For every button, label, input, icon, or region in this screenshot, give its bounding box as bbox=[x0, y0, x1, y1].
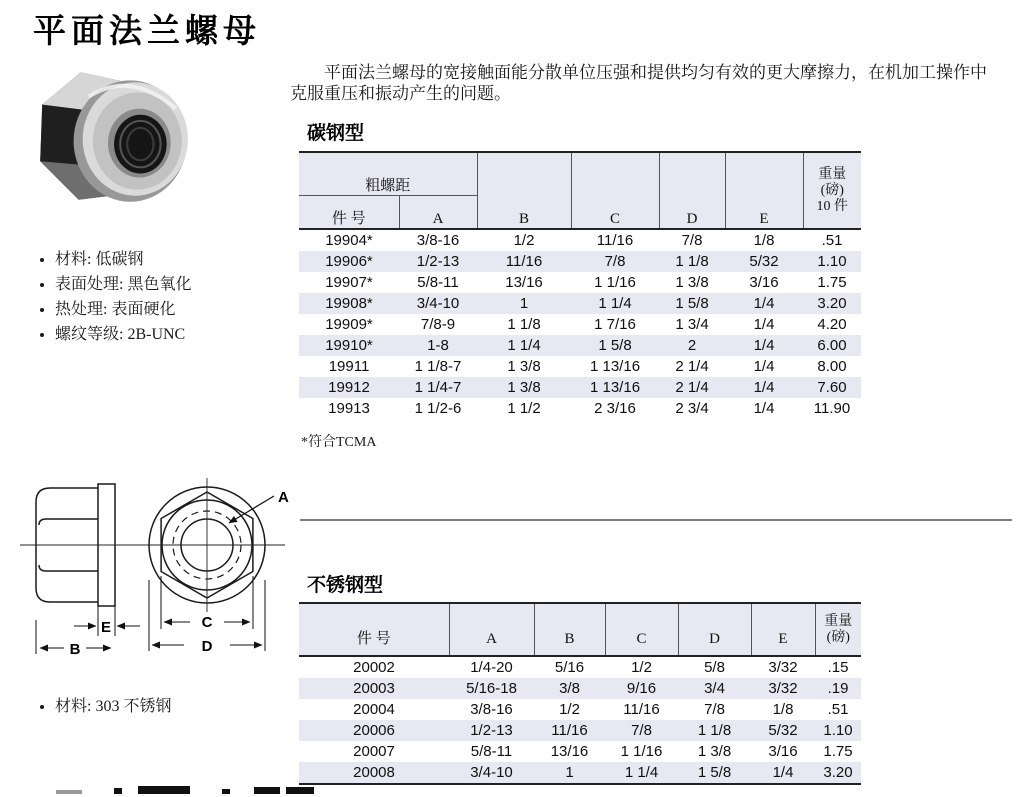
dimension-cell: 3.20 bbox=[815, 762, 861, 784]
part-number-cell: 19911 bbox=[328, 358, 370, 375]
dimension-cell: 5/8-11 bbox=[417, 274, 459, 291]
column-header-weight bbox=[815, 603, 861, 656]
table-row bbox=[299, 251, 861, 272]
dimension-cell: 1 1/8 bbox=[507, 316, 541, 333]
cutoff-heading-fragment-icon bbox=[26, 784, 326, 797]
part-number-cell: 19908* bbox=[325, 295, 373, 312]
dimension-cell: 3/4-10 bbox=[416, 295, 460, 312]
column-header-d: D bbox=[659, 152, 725, 229]
dimension-cell: 11/16 bbox=[596, 232, 634, 249]
column-header-d: D bbox=[678, 603, 751, 656]
dimension-cell: 1/4 bbox=[753, 358, 775, 375]
dim-label-d: D bbox=[201, 638, 213, 655]
dimension-cell: 1/2-13 bbox=[416, 253, 460, 270]
part-number-cell: 20006 bbox=[353, 722, 395, 739]
table-row bbox=[299, 398, 861, 419]
list-item: • 材料: 低碳钢 bbox=[55, 247, 191, 272]
column-header-a: A bbox=[449, 603, 534, 656]
dimension-cell: 3/4-10 bbox=[449, 762, 534, 784]
dimension-cell: .51 bbox=[821, 232, 843, 249]
dimension-cell: 1 1/2 bbox=[507, 400, 541, 417]
intro-paragraph bbox=[290, 62, 1014, 104]
carbon-steel-table-wrap bbox=[299, 151, 861, 419]
dimension-cell: 1/4 bbox=[751, 762, 815, 784]
part-number-cell: 19909* bbox=[325, 316, 373, 333]
dimension-cell: 7/8 bbox=[631, 722, 652, 739]
dimension-cell: 7/8 bbox=[704, 701, 725, 718]
dimension-cell: .19 bbox=[827, 680, 849, 697]
dimension-cell: 8.00 bbox=[817, 358, 847, 375]
list-item: • 热处理: 表面硬化 bbox=[55, 297, 191, 322]
dimension-cell: 5/32 bbox=[749, 253, 779, 270]
table-row bbox=[299, 656, 861, 678]
table-row bbox=[299, 293, 861, 314]
intro-line-2: 克服重压和振动产生的问题。 bbox=[290, 84, 511, 103]
section-heading-carbon: 碳钢型 bbox=[307, 123, 365, 144]
part-number-cell: 19904* bbox=[325, 232, 373, 249]
dimension-cell: 7.60 bbox=[817, 379, 847, 396]
dimension-cell: 11/16 bbox=[623, 701, 660, 718]
carbon-table-body bbox=[299, 229, 861, 419]
dimension-cell: 1 3/8 bbox=[507, 358, 541, 375]
carbon-spec-list bbox=[37, 247, 191, 347]
dimension-cell: 3/32 bbox=[768, 659, 798, 676]
part-number-cell: 20002 bbox=[353, 659, 395, 676]
flange-nut-drawing-icon bbox=[12, 476, 302, 681]
table-row bbox=[299, 741, 861, 762]
dimension-cell: .15 bbox=[827, 659, 849, 676]
dimension-cell: 1/4 bbox=[753, 337, 775, 354]
part-number-cell: 19913 bbox=[328, 400, 370, 417]
table-row bbox=[299, 762, 861, 784]
dimension-cell: 1/4 bbox=[753, 295, 775, 312]
dimension-cell: 13/16 bbox=[550, 743, 589, 760]
weight-header-line: 重量 bbox=[818, 166, 847, 182]
dimension-cell: 1 1/16 bbox=[594, 274, 636, 291]
table-row bbox=[299, 377, 861, 398]
dimension-cell: 1/4 bbox=[753, 400, 775, 417]
dimension-cell: 2 3/16 bbox=[594, 400, 636, 417]
dimension-cell: 1 bbox=[534, 762, 605, 784]
weight-header-line: 10 件 bbox=[816, 198, 849, 214]
tcma-footnote: *符合TCMA bbox=[301, 435, 377, 450]
part-number-cell: 20008 bbox=[299, 762, 449, 784]
weight-header-line: (磅) bbox=[826, 629, 850, 645]
dimension-cell: 2 3/4 bbox=[675, 400, 709, 417]
dimension-cell: 2 1/4 bbox=[675, 358, 709, 375]
stainless-steel-table-wrap bbox=[299, 602, 861, 785]
dimension-cell: 1/8 bbox=[753, 232, 775, 249]
column-header-a: A bbox=[399, 196, 477, 230]
list-item: • 螺纹等级: 2B-UNC bbox=[55, 322, 191, 347]
stainless-steel-table bbox=[299, 602, 861, 785]
dimension-cell: 1/2 bbox=[631, 659, 652, 676]
dimension-cell: 6.00 bbox=[817, 337, 847, 354]
dimension-cell: 1 3/8 bbox=[675, 274, 709, 291]
dim-label-e: E bbox=[100, 619, 112, 636]
dimension-cell: 1.10 bbox=[817, 253, 847, 270]
dimension-cell: 1.75 bbox=[817, 274, 847, 291]
dimension-cell: 1 5/8 bbox=[598, 337, 632, 354]
dimension-cell: 1/2-13 bbox=[470, 722, 513, 739]
weight-header-line: 重量 bbox=[824, 613, 853, 629]
dimension-cell: 5/16-18 bbox=[466, 680, 517, 697]
column-header-b: B bbox=[477, 152, 571, 229]
coarse-thread-group-header: 粗螺距 bbox=[299, 152, 477, 196]
page-title: 平面法兰螺母 bbox=[33, 12, 261, 49]
table-row bbox=[299, 356, 861, 377]
stainless-spec-list bbox=[37, 694, 171, 719]
dim-label-c: C bbox=[201, 614, 213, 631]
dimension-cell: 1 1/4 bbox=[605, 762, 678, 784]
dimension-cell: 1/4 bbox=[753, 316, 775, 333]
dimension-cell: 1 1/8 bbox=[697, 722, 732, 739]
dimension-cell: 1 5/8 bbox=[675, 295, 709, 312]
dimension-cell: 11/16 bbox=[505, 253, 543, 270]
dimension-cell: 1 bbox=[519, 295, 529, 312]
list-item: • 材料: 303 不锈钢 bbox=[55, 694, 171, 719]
table-row bbox=[299, 678, 861, 699]
dimension-cell: 1 13/16 bbox=[589, 379, 641, 396]
dimension-cell: 1/8 bbox=[772, 701, 794, 718]
dimension-cell: 1 1/4 bbox=[598, 295, 632, 312]
part-number-cell: 19907* bbox=[325, 274, 373, 291]
dimension-cell: 1/4-20 bbox=[470, 659, 513, 676]
dimension-cell: 1.10 bbox=[823, 722, 853, 739]
dimension-cell: 1 1/8-7 bbox=[414, 358, 462, 375]
stainless-table-body bbox=[299, 656, 861, 784]
part-number-cell: 20007 bbox=[353, 743, 395, 760]
dimension-cell: 2 bbox=[687, 337, 697, 354]
dimension-cell: 3/32 bbox=[768, 680, 798, 697]
table-row bbox=[299, 314, 861, 335]
table-row bbox=[299, 699, 861, 720]
dimension-cell: 1 1/8 bbox=[675, 253, 709, 270]
table-row bbox=[299, 229, 861, 251]
intro-line-1: 平面法兰螺母的宽接触面能分散单位压强和提供均匀有效的更大摩擦力，在机加工操作中 bbox=[324, 63, 987, 82]
dimension-cell: 1 3/8 bbox=[697, 743, 732, 760]
column-header-e: E bbox=[751, 603, 815, 656]
part-number-cell: 20003 bbox=[353, 680, 395, 697]
column-header-c: C bbox=[571, 152, 659, 229]
dimension-cell: 1 1/2-6 bbox=[414, 400, 462, 417]
column-header-e: E bbox=[725, 152, 803, 229]
table-row bbox=[299, 335, 861, 356]
dimension-diagram bbox=[12, 476, 302, 686]
list-item: • 表面处理: 黑色氧化 bbox=[55, 272, 191, 297]
part-number-cell: 19912 bbox=[328, 379, 370, 396]
column-header-b: B bbox=[534, 603, 605, 656]
dimension-cell: 11/16 bbox=[551, 722, 588, 739]
dimension-cell: 3/16 bbox=[749, 274, 779, 291]
dimension-cell: 1/2 bbox=[513, 232, 535, 249]
dimension-cell: 7/8 bbox=[604, 253, 626, 270]
dimension-cell: 5/8 bbox=[704, 659, 725, 676]
dim-label-a: A bbox=[278, 489, 289, 506]
dimension-cell: 2 1/4 bbox=[675, 379, 709, 396]
flange-nut-photo-icon bbox=[28, 50, 190, 220]
dimension-cell: 1 1/4-7 bbox=[414, 379, 462, 396]
column-header-c: C bbox=[605, 603, 678, 656]
table-row bbox=[299, 720, 861, 741]
dimension-cell: 3/16 bbox=[768, 743, 798, 760]
product-photo bbox=[28, 50, 190, 225]
dimension-cell: 3.20 bbox=[817, 295, 847, 312]
dimension-cell: 3/4 bbox=[704, 680, 725, 697]
dim-label-b: B bbox=[69, 641, 81, 658]
dimension-cell: .51 bbox=[827, 701, 849, 718]
table-row bbox=[299, 272, 861, 293]
dimension-cell: 5/8-11 bbox=[470, 743, 513, 760]
dimension-cell: 13/16 bbox=[505, 274, 543, 291]
dimension-cell: 11.90 bbox=[813, 400, 851, 417]
dimension-cell: 1 1/16 bbox=[620, 743, 663, 760]
column-header-part-number: 件 号 bbox=[299, 196, 399, 230]
part-number-cell: 20004 bbox=[353, 701, 395, 718]
dimension-cell: 7/8 bbox=[681, 232, 703, 249]
section-heading-stainless: 不锈钢型 bbox=[307, 575, 384, 596]
dimension-cell: 1 1/4 bbox=[507, 337, 541, 354]
dimension-cell: 1 7/16 bbox=[594, 316, 636, 333]
section-divider bbox=[300, 519, 1012, 521]
dimension-cell: 7/8-9 bbox=[420, 316, 456, 333]
dimension-cell: 1/4 bbox=[753, 379, 775, 396]
dimension-cell: 9/16 bbox=[626, 680, 657, 697]
weight-header-line: (磅) bbox=[820, 182, 844, 198]
column-header-weight bbox=[803, 152, 861, 229]
dimension-cell: 1/2 bbox=[559, 701, 580, 718]
carbon-steel-table bbox=[299, 151, 861, 419]
dimension-cell: 1 3/8 bbox=[507, 379, 541, 396]
dimension-cell: 4.20 bbox=[817, 316, 847, 333]
column-header-part-number: 件 号 bbox=[299, 603, 449, 656]
dimension-cell: 1 5/8 bbox=[678, 762, 751, 784]
cutoff-next-section-heading bbox=[26, 784, 326, 797]
dimension-cell: 1 3/4 bbox=[675, 316, 709, 333]
dimension-cell: 3/8 bbox=[559, 680, 580, 697]
dimension-cell: 1 13/16 bbox=[589, 358, 641, 375]
part-number-cell: 19906* bbox=[325, 253, 373, 270]
dimension-cell: 1-8 bbox=[427, 337, 449, 354]
dimension-cell: 5/16 bbox=[554, 659, 585, 676]
dimension-cell: 3/8-16 bbox=[416, 232, 460, 249]
dimension-cell: 5/32 bbox=[768, 722, 798, 739]
part-number-cell: 19910* bbox=[325, 337, 373, 354]
dimension-cell: 1.75 bbox=[823, 743, 853, 760]
dimension-cell: 3/8-16 bbox=[470, 701, 513, 718]
